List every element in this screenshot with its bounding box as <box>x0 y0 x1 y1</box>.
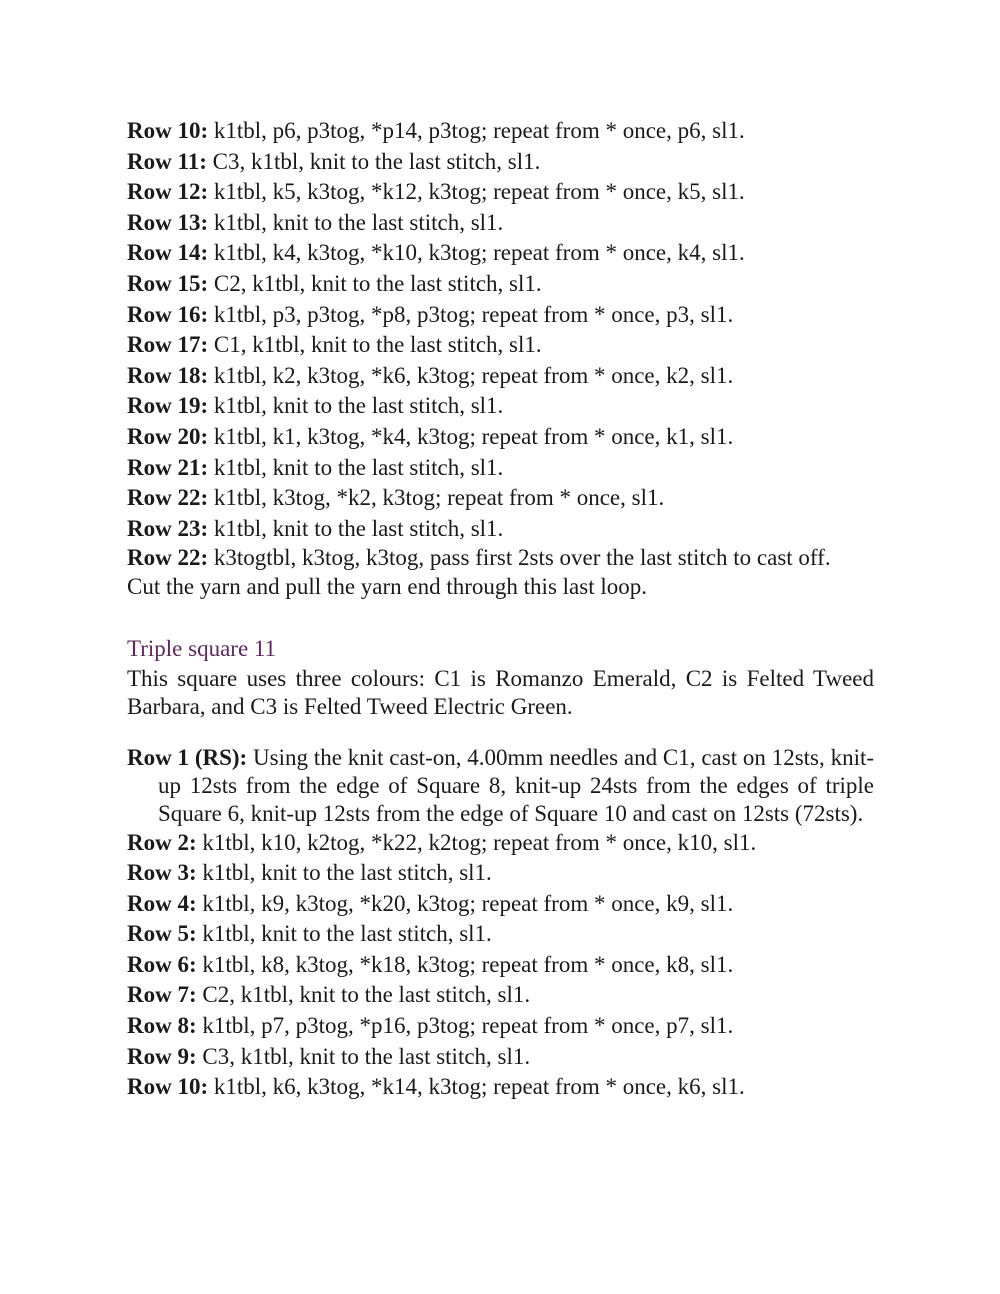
row-label: Row 1 (RS): <box>127 744 248 770</box>
row-label: Row 20: <box>127 423 209 449</box>
section-spacer <box>127 603 874 634</box>
pattern-row <box>127 177 874 208</box>
row-text: k1tbl, p6, p3tog, *p14, p3tog; repeat from * once, p6, sl1. <box>208 118 745 143</box>
pattern-row <box>127 1011 874 1042</box>
row-text: C3, k1tbl, knit to the last stitch, sl1. <box>206 148 541 174</box>
row-label: Row 22: <box>127 545 209 571</box>
row-text: k1tbl, knit to the last stitch, sl1. <box>208 393 504 419</box>
row-label: Row 10: <box>127 118 209 143</box>
pattern-row <box>127 1042 874 1073</box>
row-text: k1tbl, k9, k3tog, *k20, k3tog; repeat from * once, k9, sl1. <box>196 890 734 916</box>
row-label: Row 14: <box>127 240 209 266</box>
row-text: k1tbl, k4, k3tog, *k10, k3tog; repeat from * once, k4, sl1. <box>208 240 745 266</box>
pattern-row <box>127 391 874 422</box>
section-spacer <box>127 721 874 744</box>
row-text: C2, k1tbl, knit to the last stitch, sl1. <box>208 270 542 296</box>
row-label: Row 16: <box>127 301 209 327</box>
pattern-row <box>127 980 874 1011</box>
row-text: k1tbl, knit to the last stitch, sl1. <box>196 921 492 947</box>
pattern-page <box>127 116 874 1103</box>
row-label: Row 3: <box>127 860 197 886</box>
pattern-row <box>127 147 874 178</box>
row-text: k3togtbl, k3tog, k3tog, pass first 2sts over the last stitch to cast off. <box>208 545 831 571</box>
row-text: C3, k1tbl, knit to the last stitch, sl1. <box>196 1043 531 1069</box>
row-text: k1tbl, k3tog, *k2, k3tog; repeat from * once, sl1. <box>208 485 665 511</box>
row-label: Row 21: <box>127 454 209 480</box>
pattern-row <box>127 1072 874 1103</box>
row-text: C2, k1tbl, knit to the last stitch, sl1. <box>196 982 531 1008</box>
row-text: k1tbl, knit to the last stitch, sl1. <box>208 515 504 541</box>
row-text: k1tbl, knit to the last stitch, sl1. <box>196 860 492 886</box>
row-label: Row 12: <box>127 179 209 205</box>
row-text: k1tbl, k1, k3tog, *k4, k3tog; repeat from * once, k1, sl1. <box>208 423 734 449</box>
row-text: k1tbl, k8, k3tog, *k18, k3tog; repeat from * once, k8, sl1. <box>196 951 734 977</box>
row-text: C1, k1tbl, knit to the last stitch, sl1. <box>208 332 542 358</box>
row-label: Row 7: <box>127 982 197 1008</box>
section-b <box>127 634 874 1103</box>
pattern-row <box>127 950 874 981</box>
row-label: Row 15: <box>127 270 209 296</box>
row-label: Row 8: <box>127 1013 197 1039</box>
row-label: Row 11: <box>127 148 207 174</box>
row-text: Using the knit cast-on, 4.00mm needles and C1, cast on 12sts, knit-up 12sts from the edge of Square 8, knit-up 24sts from the edges of triple Square 6, knit-up 12sts from the edge of Square 10 and cast on 12sts (72sts). <box>158 744 875 826</box>
pattern-row <box>127 889 874 920</box>
pattern-row <box>127 544 874 572</box>
pattern-row <box>127 828 874 859</box>
row-text: k1tbl, k10, k2tog, *k22, k2tog; repeat from * once, k10, sl1. <box>196 829 757 855</box>
pattern-row <box>127 422 874 453</box>
row-label: Row 6: <box>127 951 197 977</box>
row-label: Row 19: <box>127 393 209 419</box>
pattern-row <box>127 453 874 484</box>
pattern-row <box>127 116 874 147</box>
row-label: Row 10: <box>127 1074 209 1100</box>
row-text: k1tbl, k2, k3tog, *k6, k3tog; repeat from * once, k2, sl1. <box>208 362 734 388</box>
pattern-row <box>127 514 874 545</box>
pattern-row <box>127 858 874 889</box>
pattern-row <box>127 483 874 514</box>
row-label: Row 5: <box>127 921 197 947</box>
row-text: k1tbl, knit to the last stitch, sl1. <box>208 454 504 480</box>
row-text: k1tbl, knit to the last stitch, sl1. <box>208 209 504 235</box>
section-intro: This square uses three colours: C1 is Romanzo Emerald, C2 is Felted Tweed Barbara, and C3 is Felted Tweed Electric Green. <box>127 665 874 719</box>
row-label: Row 23: <box>127 515 209 541</box>
row-label: Row 13: <box>127 209 209 235</box>
row-label: Row 22: <box>127 485 209 511</box>
row-text: k1tbl, p3, p3tog, *p8, p3tog; repeat from * once, p3, sl1. <box>208 301 734 327</box>
pattern-row <box>127 300 874 331</box>
pattern-row <box>127 269 874 300</box>
row-label: Row 17: <box>127 332 209 358</box>
row-text: k1tbl, k6, k3tog, *k14, k3tog; repeat from * once, k6, sl1. <box>208 1074 745 1100</box>
row-text: k1tbl, k5, k3tog, *k12, k3tog; repeat from * once, k5, sl1. <box>208 179 745 205</box>
row-label: Row 2: <box>127 829 197 855</box>
row-text: k1tbl, p7, p3tog, *p16, p3tog; repeat from * once, p7, sl1. <box>196 1013 734 1039</box>
pattern-row <box>127 208 874 239</box>
section-a-rows <box>127 116 874 603</box>
row-label: Row 9: <box>127 1043 197 1069</box>
row-label: Row 18: <box>127 362 209 388</box>
pattern-row <box>127 330 874 361</box>
closing-instruction: Cut the yarn and pull the yarn end through this last loop. <box>127 574 647 600</box>
pattern-row <box>127 238 874 269</box>
section-heading: Triple square 11 <box>127 635 277 661</box>
pattern-row <box>127 361 874 392</box>
pattern-row <box>127 919 874 950</box>
pattern-row <box>127 744 874 828</box>
row-label: Row 4: <box>127 890 197 916</box>
